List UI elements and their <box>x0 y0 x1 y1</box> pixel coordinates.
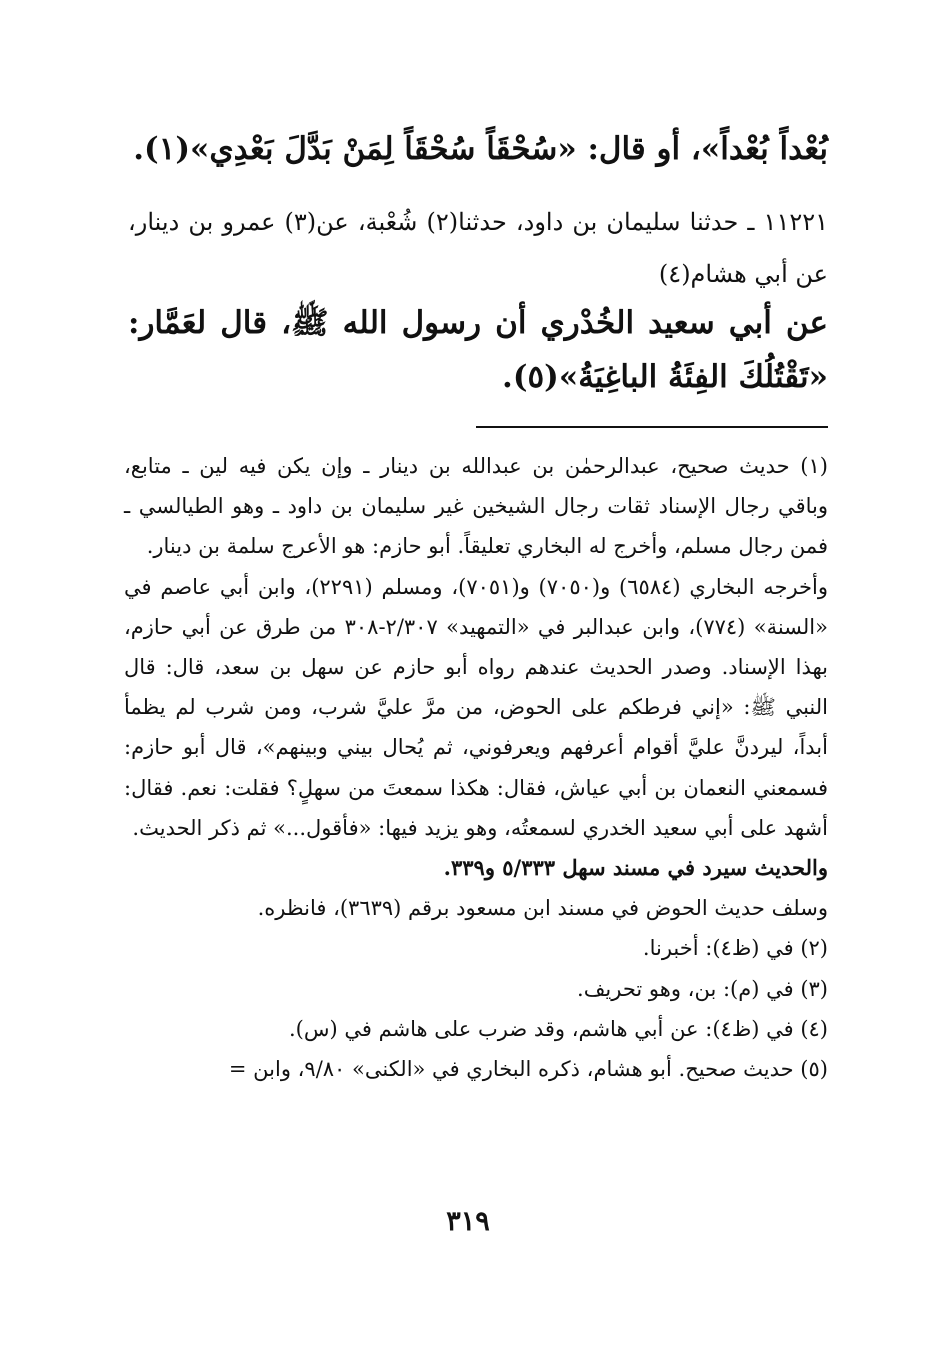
page-number: ٣١٩ <box>446 1206 490 1237</box>
hadith-matn <box>128 296 828 404</box>
hadith-ending-line: بُعْداً بُعْداً»، أو قال: «سُحْقَاً سُحْقَاً لِمَنْ بَدَّلَ بَعْدِي»(١). <box>133 131 828 167</box>
footnote-2: (٢) في (ظ٤): أخبرنا. <box>642 936 828 961</box>
hadith-isnad-text: ١١٢٢١ ـ حدثنا سليمان بن داود، حدثنا(٢) شُعْبة، عن(٣) عمرو بن دينار، عن أبي هشام(٤) <box>128 208 828 288</box>
footnotes <box>124 446 828 1089</box>
footnote-1-para-3: والحديث سيرد في مسند سهل ٥/٣٣٣ و٣٣٩. <box>443 855 828 881</box>
hadith-matn-text: عن أبي سعيد الخُدْري أن رسول الله ﷺ، قال لعَمَّار: «تَقْتُلُكَ الفِئَةُ الباغِيَةُ»(٥). <box>128 305 828 395</box>
footnote-1-para-1: (١) حديث صحيح، عبدالرحمٰن بن عبدالله بن دينار ـ وإن يكن فيه لين ـ متابع، وباقي رجال الإسناد ثقات رجال الشيخين غير سليمان بن داود ـ وهو الطيالسي ـ فمن رجال مسلم، وأخرج له البخاري تعليقاً. أبو حازم: هو الأعرج سلمة بن دينار. <box>124 454 828 559</box>
footnote-1-para-4: وسلف حديث الحوض في مسند ابن مسعود برقم (٣٦٣٩)، فانظره. <box>257 896 828 921</box>
footnote-1-para-2: وأخرجه البخاري (٦٥٨٤) و(٧٠٥٠) و(٧٠٥١)، ومسلم (٢٢٩١)، وابن أبي عاصم في «السنة» (٧٧٤)، وابن عبدالبر في «التمهيد» ٢/٣٠٧-٣٠٨ من طرق عن أبي حازم، بهذا الإسناد. وصدر الحديث عندهم رواه أبو حازم عن سهل بن سعد، قال: قال النبي ﷺ: «إني فرطكم على الحوض، من مرَّ عليَّ شرب، ومن شرب لم يظمأ أبداً، ليردنَّ عليَّ أقوام أعرفهم ويعرفوني، ثم يُحال بيني وبينهم»، قال أبو حازم: فسمعني النعمان بن أبي عياش، فقال: هكذا سمعتَ من سهلٍ؟ فقلت: نعم. فقال: أشهد على أبي سعيد الخدري لسمعتُه، وهو يزيد فيها: «فأقول...» ثم ذكر الحديث. <box>124 574 828 840</box>
footnote-3: (٣) في (م): بن، وهو تحريف. <box>577 976 828 1001</box>
hadith-isnad <box>128 196 828 300</box>
main-text-continuation <box>128 122 828 176</box>
footnote-5: (٥) حديث صحيح. أبو هشام، ذكره البخاري في «الكنى» ٩/٨٠، وابن = <box>228 1057 828 1082</box>
footnote-4: (٤) في (ظ٤): عن أبي هاشم، وقد ضرب على هاشم في (س). <box>289 1016 828 1041</box>
footnote-separator <box>476 426 828 428</box>
